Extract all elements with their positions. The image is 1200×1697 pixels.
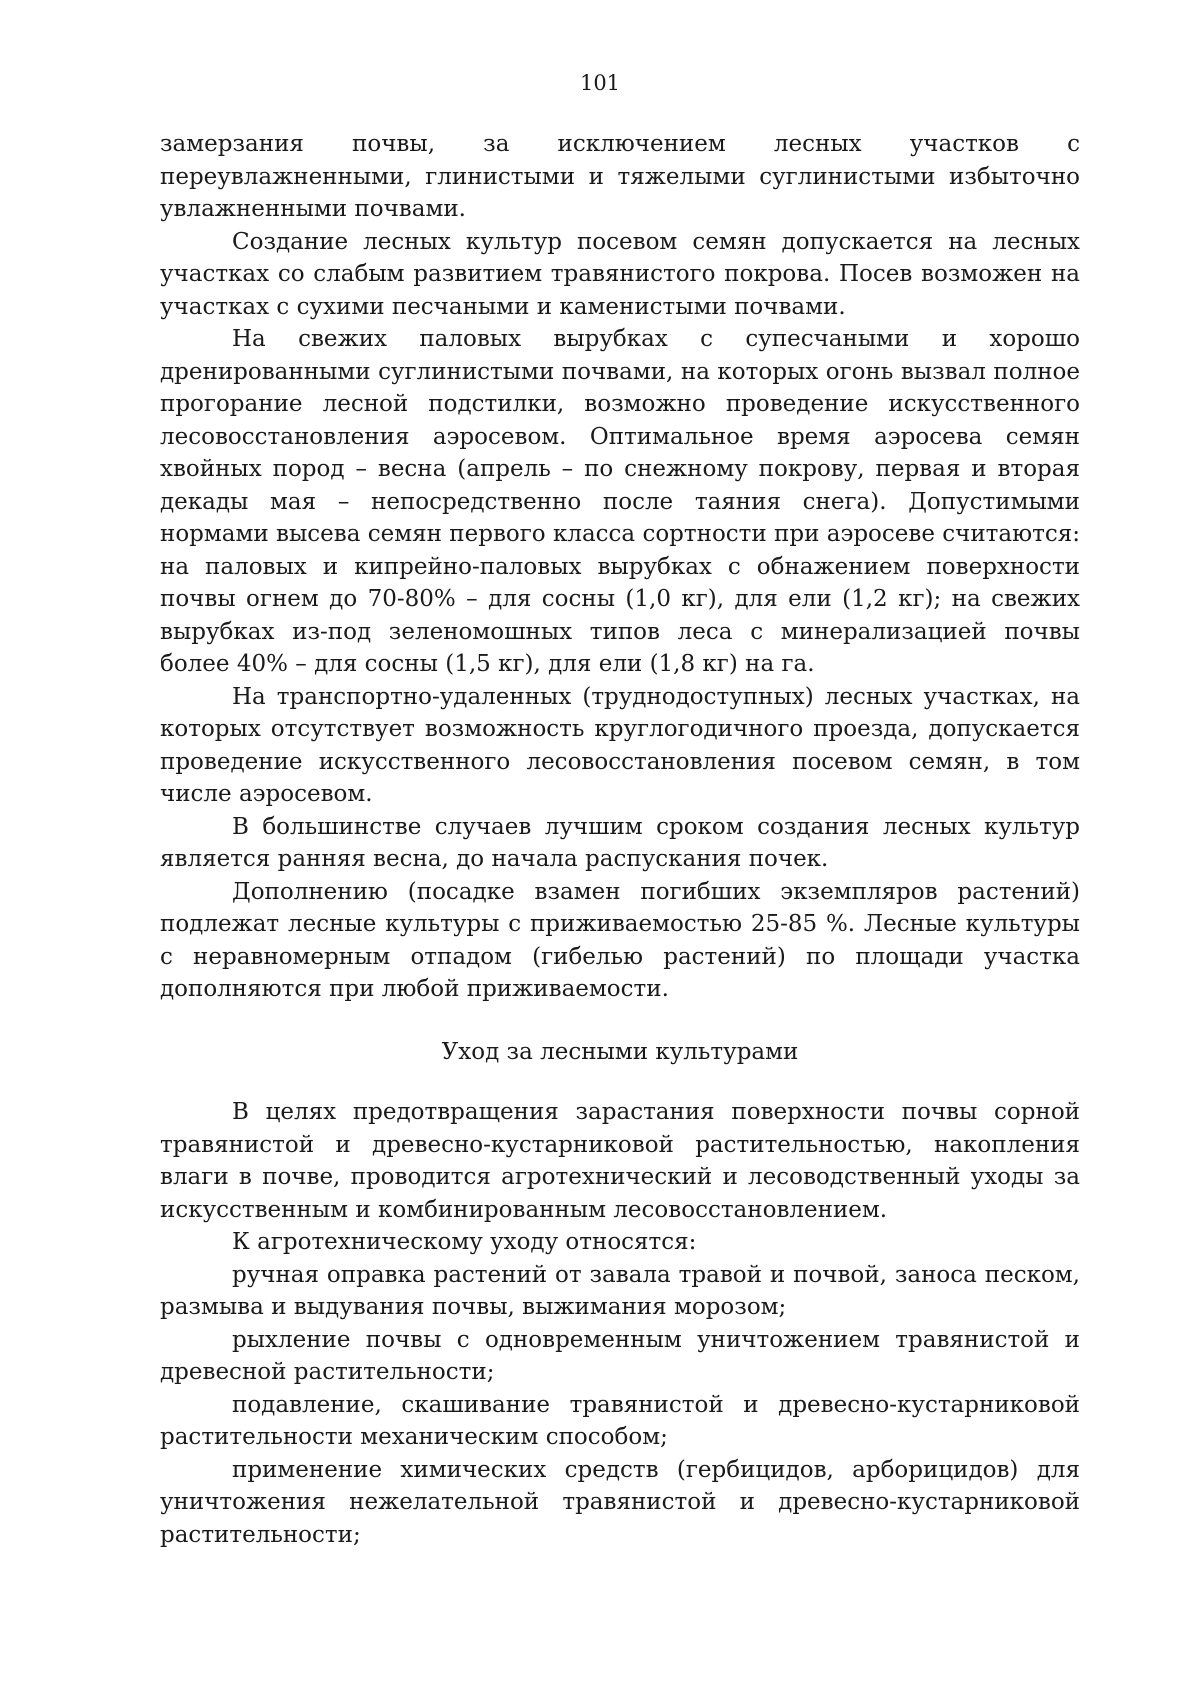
page-number: 101	[579, 71, 621, 95]
section-heading: Уход за лесными культурами	[441, 1038, 799, 1065]
paragraph: К агротехническому уходу относятся:	[232, 1229, 697, 1255]
paragraph: Дополнению (посадке взамен погибших экземпляров растений) подлежат лесные культуры с приживаемостью 25-85 %. Лесные культуры с неравномерным отпадом (гибелью растений) по площади участка дополняются при любой приживаемости.	[160, 878, 1080, 1002]
paragraph: На транспортно-удаленных (труднодоступных) лесных участках, на которых отсутствует возможность круглогодичного проезда, допускается проведение искусственного лесовосстановления посевом семян, в том числе аэросевом.	[160, 683, 1080, 807]
document-body	[160, 128, 1080, 1551]
list-item: ручная оправка растений от завала травой и почвой, заноса песком, размыва и выдувания почвы, выжимания морозом;	[160, 1261, 1080, 1320]
paragraph: В большинстве случаев лучшим сроком создания лесных культур является ранняя весна, до начала распускания почек.	[160, 813, 1080, 872]
paragraph: На свежих паловых вырубках с супесчаными и хорошо дренированными суглинистыми почвами, на которых огонь вызвал полное прогорание лесной подстилки, возможно проведение искусственного лесовосстановления аэросевом. Оптимальное время аэросева семян хвойных пород – весна (апрель – по снежному покрову, первая и вторая декады мая – непосредственно после таяния снега). Допустимыми нормами высева семян первого класса сортности при аэросеве считаются: на паловых и кипрейно-паловых вырубках с обнажением поверхности почвы огнем до 70-80% – для сосны (1,0 кг), для ели (1,2 кг); на свежих вырубках из-под зеленомошных типов леса с минерализацией почвы более 40% – для сосны (1,5 кг), для ели (1,8 кг) на га.	[160, 326, 1080, 677]
list-item: рыхление почвы с одновременным уничтожением травянистой и древесной растительности;	[160, 1326, 1080, 1385]
list-item: применение химических средств (гербицидов, арборицидов) для уничтожения нежелательной травянистой и древесно-кустарниковой растительности;	[160, 1456, 1080, 1548]
paragraph: Создание лесных культур посевом семян допускается на лесных участках со слабым развитием травянистого покрова. Посев возможен на участках с сухими песчаными и каменистыми почвами.	[160, 228, 1080, 320]
list-item: подавление, скашивание травянистой и древесно-кустарниковой растительности механическим способом;	[160, 1391, 1080, 1450]
paragraph: В целях предотвращения зарастания поверхности почвы сорной травянистой и древесно-кустарниковой растительностью, накопления влаги в почве, проводится агротехнический и лесоводственный уходы за искусственным и комбинированным лесовосстановлением.	[160, 1099, 1080, 1223]
paragraph-continuation: замерзания почвы, за исключением лесных участков с переувлажненными, глинистыми и тяжелыми суглинистыми избыточно увлажненными почвами.	[160, 131, 1080, 222]
